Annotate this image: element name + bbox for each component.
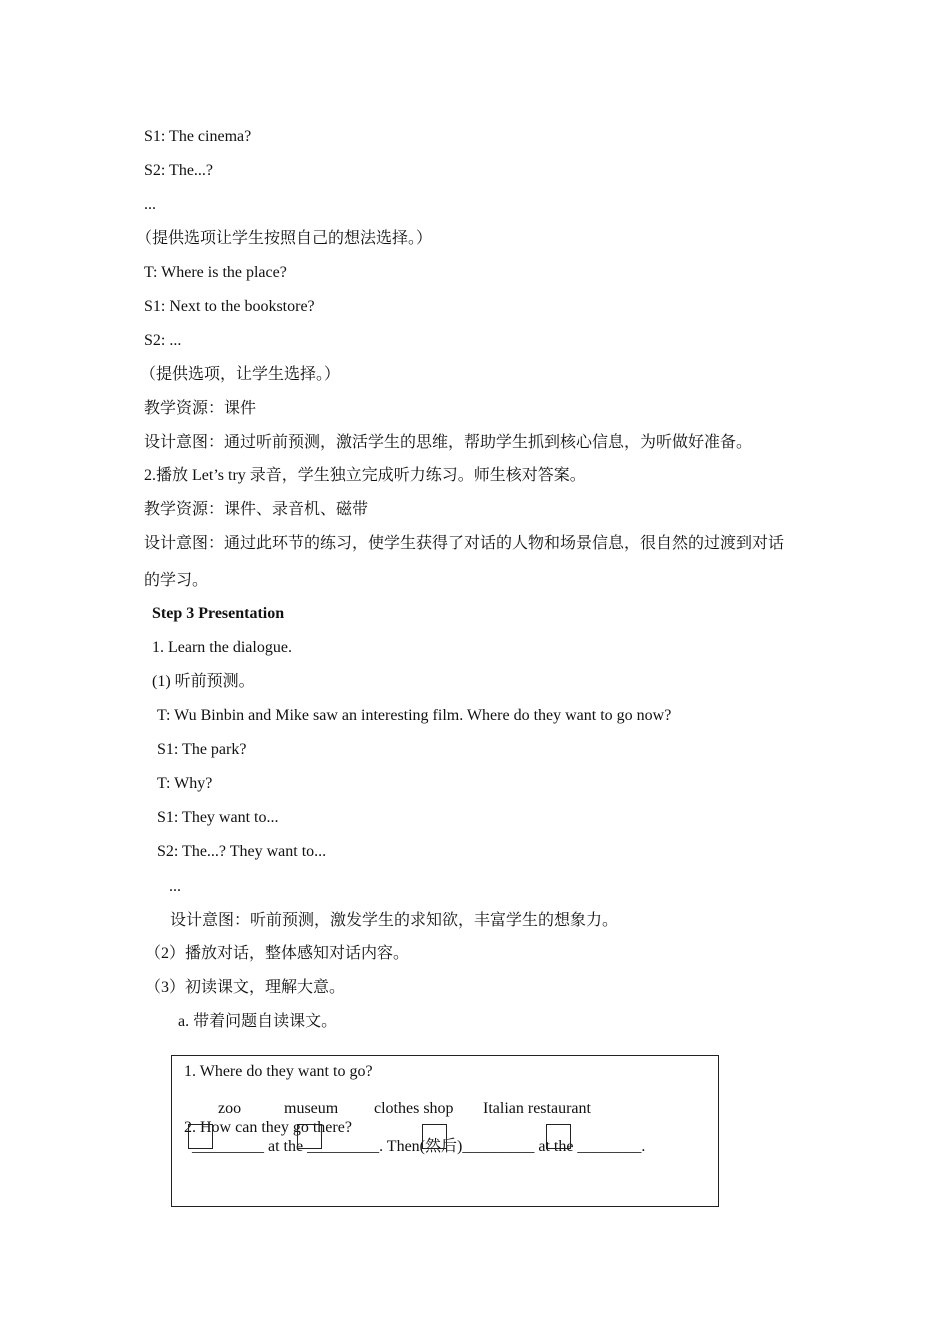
line-22: S2: The...? They want to... <box>157 843 327 860</box>
line-14: 的学习。 <box>144 572 209 589</box>
answer-blanks: _________ at the _________. Then(然后)_________ at the ________. <box>192 1138 646 1155</box>
line-19: S1: The park? <box>157 741 247 758</box>
line-5: T: Where is the place? <box>144 264 287 281</box>
checkbox-zoo[interactable] <box>188 1124 213 1149</box>
line-4: （提供选项让学生按照自己的想法选择。） <box>136 230 433 247</box>
line-23: ... <box>169 878 181 895</box>
line-1: S1: The cinema? <box>144 128 252 145</box>
line-11: 2.播放 Let’s try 录音，学生独立完成听力练习。师生核对答案。 <box>144 467 586 484</box>
option-museum: museum <box>284 1100 339 1117</box>
line-9: 教学资源：课件 <box>144 400 257 417</box>
option-clothes-shop: clothes shop <box>374 1100 454 1117</box>
checkbox-museum[interactable] <box>297 1124 322 1149</box>
line-26: （3）初读课文，理解大意。 <box>145 979 346 996</box>
question-1: 1. Where do they want to go? <box>184 1063 373 1080</box>
option-zoo: zoo <box>218 1100 242 1117</box>
line-3: ... <box>144 196 156 213</box>
line-8: （提供选项，让学生选择。） <box>140 366 341 383</box>
line-16: 1. Learn the dialogue. <box>152 639 292 656</box>
line-2: S2: The...? <box>144 162 214 179</box>
line-21: S1: They want to... <box>157 809 279 826</box>
checkbox-clothes-shop[interactable] <box>422 1124 447 1149</box>
line-27: a. 带着问题自读课文。 <box>178 1013 338 1030</box>
line-17: (1) 听前预测。 <box>152 673 255 690</box>
line-24: 设计意图：听前预测，激发学生的求知欲，丰富学生的想象力。 <box>170 912 619 929</box>
option-italian-restaurant: Italian restaurant <box>483 1100 591 1117</box>
line-10: 设计意图：通过听前预测，激活学生的思维，帮助学生抓到核心信息，为听做好准备。 <box>144 434 753 451</box>
line-6: S1: Next to the bookstore? <box>144 298 315 315</box>
line-25: （2）播放对话，整体感知对话内容。 <box>145 945 410 962</box>
line-7: S2: ... <box>144 332 182 349</box>
checkbox-italian-restaurant[interactable] <box>546 1124 571 1149</box>
line-18: T: Wu Binbin and Mike saw an interesting film. Where do they want to go now? <box>157 707 672 724</box>
line-20: T: Why? <box>157 775 213 792</box>
line-13: 设计意图：通过此环节的练习，使学生获得了对话的人物和场景信息，很自然的过渡到对话 <box>144 535 785 552</box>
question-2: 2. How can they go there? <box>184 1119 352 1136</box>
line-12: 教学资源：课件、录音机、磁带 <box>144 501 369 518</box>
step-heading: Step 3 Presentation <box>152 605 285 622</box>
